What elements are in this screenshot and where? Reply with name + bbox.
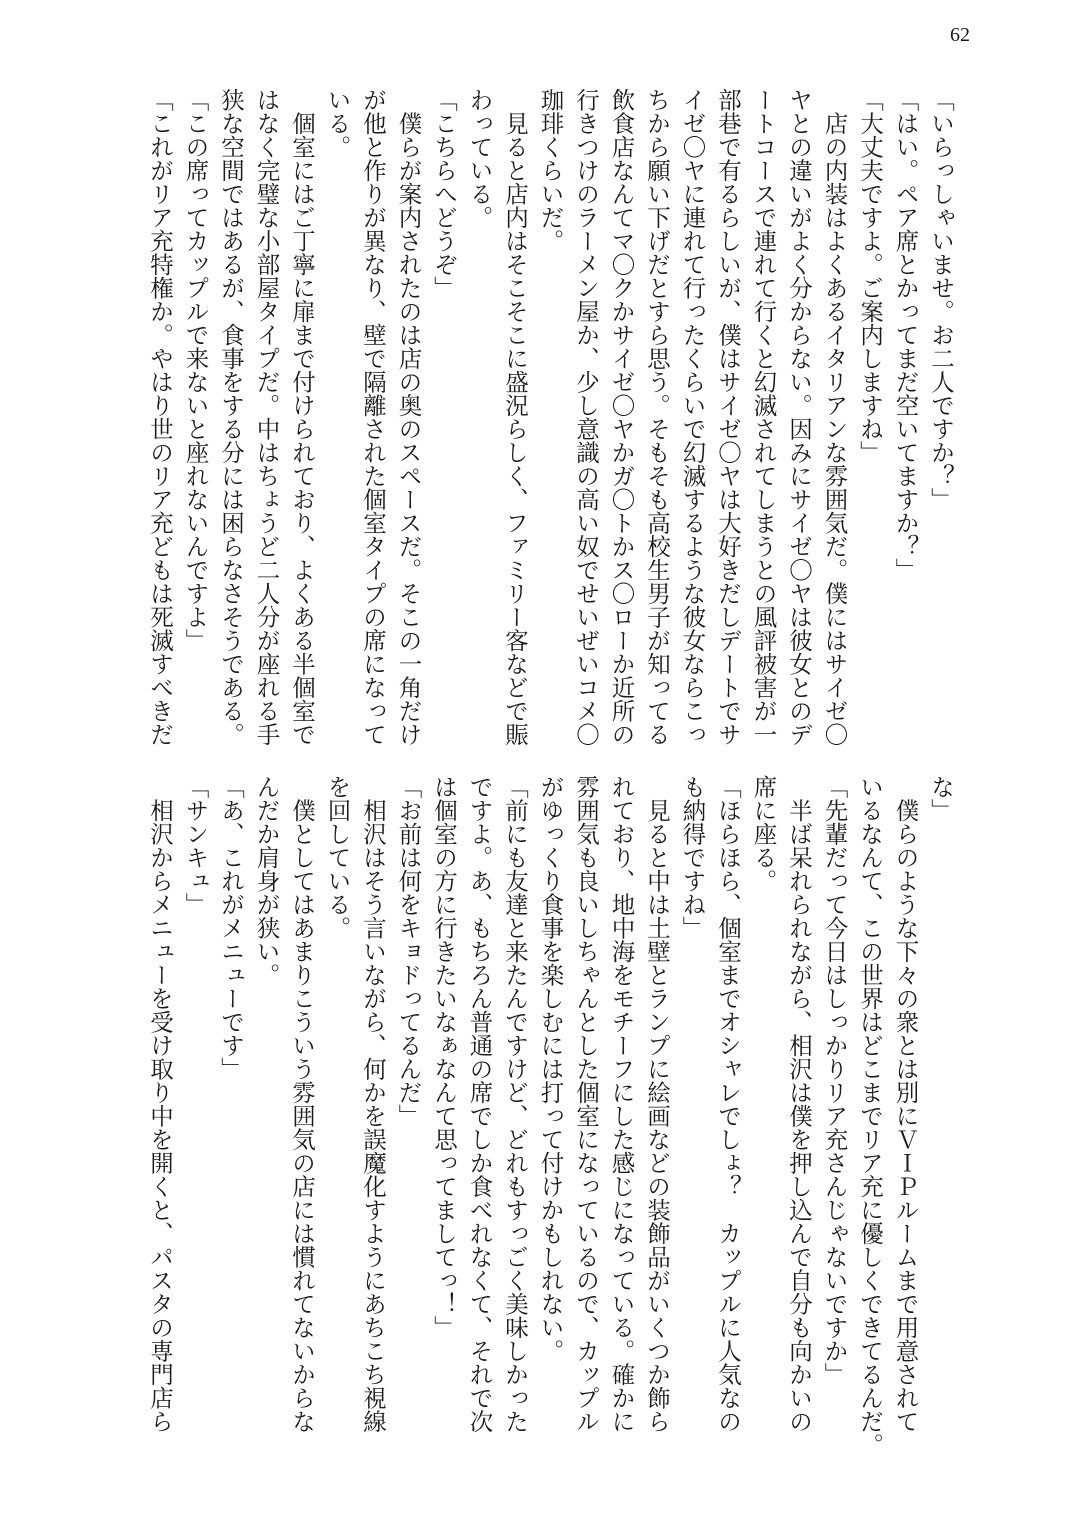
text-line: いるなんて、この世界はどこまでリア充に優しくできてるんだ。 — [856, 775, 884, 1457]
text-line: 「こちらへどうぞ」 — [430, 88, 458, 300]
text-line: 「これがリア充特権か。やはり世のリア充どもは死滅すべきだ — [146, 88, 174, 746]
text-line: 僕としてはあまりこういう雰囲気の店には慣れてないからな — [288, 775, 316, 1433]
text-line: は個室の方に行きたいなぁなんて思ってましてっ！」 — [430, 775, 458, 1339]
text-line: 相沢からメニューを受け取り中を開くと、パスタの専門店ら — [146, 775, 174, 1433]
text-line: 「前にも友達と来たんですけど、どれもすっごく美味しかった — [501, 775, 529, 1433]
text-line: が他と作りが異なり、壁で隔離された個室タイプの席になって — [359, 88, 387, 746]
text-line: を回している。 — [323, 775, 352, 940]
text-line: 個室にはご丁寧に扉まで付けられており、よくある半個室で — [288, 88, 316, 746]
text-line: 行きつけのラーメン屋か、少し意識の高い奴でせいぜいコメ〇 — [572, 88, 600, 746]
text-line: 「あ、これがメニューです」 — [217, 775, 245, 1081]
lower-text-block — [142, 775, 959, 1465]
text-line: ートコースで連れて行くと幻滅されてしまうとの風評被害が一 — [749, 88, 778, 746]
text-line: 店の内装はよくあるイタリアンな雰囲気だ。僕にはサイゼ〇 — [820, 88, 849, 746]
text-line: も納得ですね」 — [678, 775, 707, 940]
text-line: ですよ。あ、もちろん普通の席でしか食べれなくて、それで次 — [465, 775, 494, 1433]
text-line: な」 — [927, 775, 955, 822]
text-line: 飲食店なんてマ〇クかサイゼ〇ヤかガ〇トかス〇ローか近所の — [607, 88, 636, 746]
text-line: 僕らのような下々の衆とは別にＶＩＰルームまで用意されて — [891, 775, 920, 1433]
text-line: 「この席ってカップルで来ないと座れないんですよ」 — [181, 88, 210, 652]
text-line: ちから願い下げだとすら思う。そもそも高校生男子が知ってる — [643, 88, 671, 746]
text-line: イゼ〇ヤに連れて行ったくらいで幻滅するような彼女ならこっ — [678, 88, 707, 746]
text-line: 珈琲くらいだ。 — [536, 88, 565, 253]
text-line: 「お前は何をキョドってるんだ」 — [394, 775, 423, 1128]
text-line: 雰囲気も良いしちゃんとした個室になっているので、カップル — [572, 775, 600, 1433]
text-line: 半ば呆れられながら、相沢は僕を押し込んで自分も向かいの — [785, 775, 813, 1433]
text-line: ヤとの違いがよく分からない。因みにサイゼ〇ヤは彼女とのデ — [785, 88, 813, 746]
text-line: 相沢はそう言いながら、何かを誤魔化すようにあちこち視線 — [359, 775, 387, 1433]
text-line: わっている。 — [465, 88, 494, 229]
text-line: 部巷で有るらしいが、僕はサイゼ〇ヤは大好きだしデートでサ — [714, 88, 742, 746]
text-line: 「大丈夫ですよ。ご案内しますね」 — [856, 88, 884, 464]
upper-text-block — [142, 88, 959, 760]
text-line: がゆっくり食事を楽しむには打って付けかもしれない。 — [536, 775, 565, 1363]
text-line: いる。 — [323, 88, 352, 159]
text-line: れており、地中海をモチーフにした感じになっている。確かに — [607, 775, 636, 1433]
text-line: 「いらっしゃいませ。お二人ですか？」 — [927, 88, 955, 511]
text-line: 「先輩だって今日はしっかりリア充さんじゃないですか」 — [820, 775, 849, 1386]
text-line: 「サンキュ」 — [181, 775, 210, 916]
text-line: 席に座る。 — [749, 775, 778, 893]
text-line: はなく完璧な小部屋タイプだ。中はちょうど二人分が座れる手 — [252, 88, 281, 746]
page-number: 62 — [950, 24, 970, 46]
text-line: 「ほらほら、個室までオシャレでしょ？ カップルに人気なの — [714, 775, 742, 1433]
text-line: 僕らが案内されたのは店の奥のスペースだ。そこの一角だけ — [394, 88, 423, 746]
text-line: 見ると中は土壁とランプに絵画などの装飾品がいくつか飾ら — [643, 775, 671, 1433]
text-line: 「はい。ペア席とかってまだ空いてますか？」 — [891, 88, 920, 582]
text-line: 見ると店内はそこそこに盛況らしく、ファミリー客などで賑 — [501, 88, 529, 746]
text-line: んだか肩身が狭い。 — [252, 775, 281, 987]
text-line: 狭な空間ではあるが、食事をする分には困らなさそうである。 — [217, 88, 245, 746]
